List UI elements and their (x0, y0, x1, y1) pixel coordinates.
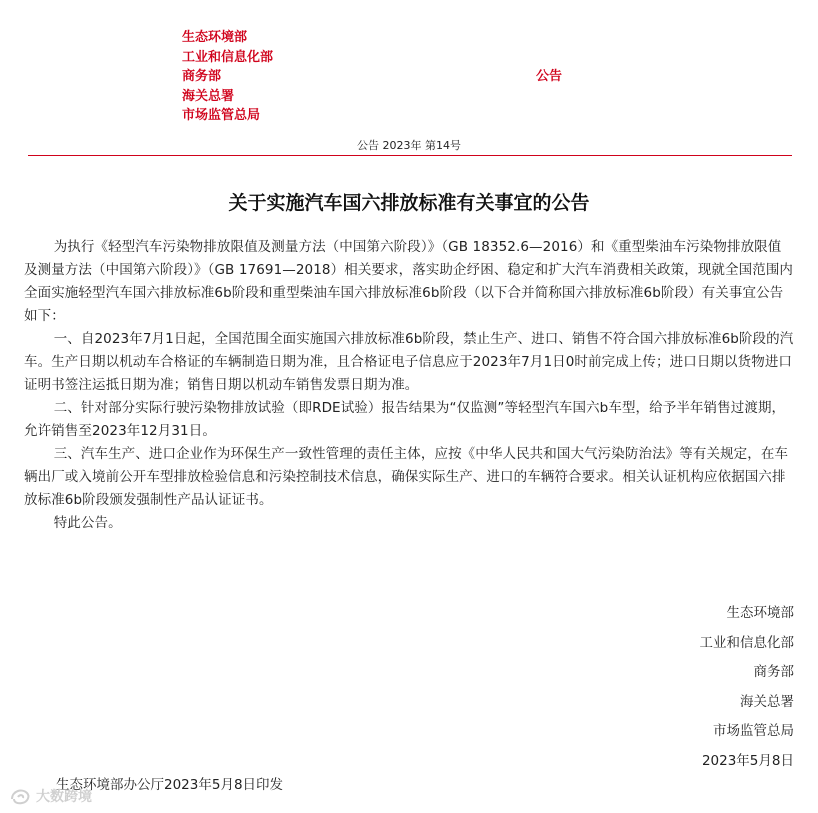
signature-date: 2023年5月8日 (701, 752, 794, 769)
signature-line: 商务部 (753, 664, 794, 680)
signature-line: 生态环境部 (726, 605, 794, 621)
document-body (24, 236, 794, 535)
issuing-departments-header (182, 28, 273, 126)
signature-line: 工业和信息化部 (699, 634, 794, 651)
footer-note: 生态环境部办公厅2023年5月8日印发 (56, 777, 284, 793)
header-department: 生态环境部 (182, 30, 248, 45)
watermark (8, 785, 92, 807)
header-department: 工业和信息化部 (182, 49, 274, 65)
body-paragraph: 为执行《轻型汽车污染物排放限值及测量方法（中国第六阶段）》（GB 18352.6—2016）和《重型柴油车污染物排放限值及测量方法（中国第六阶段）》（GB 17691—2018）相关要求，落实助企纾困、稳定和扩大汽车消费相关政策，现就全国范围内全面实施轻型汽车国六排放标准6b阶段和重型柴油车国六排放标准6b阶段（以下合并简称国六排放标准6b阶段）有关事宜公告如下： (24, 239, 794, 324)
body-paragraph: 一、自2023年7月1日起，全国范围全面实施国六排放标准6b阶段，禁止生产、进口、销售不符合国六排放标准6b阶段的汽车。生产日期以机动车合格证的车辆制造日期为准，且合格证电子信息应于2023年7月1日0时前完成上传；进口日期以货物进口证明书签注运抵日期为准；销售日期以机动车销售发票日期为准。 (24, 331, 794, 393)
document-number: 公告 2023年 第14号 (357, 139, 461, 152)
body-paragraph: 三、汽车生产、进口企业作为环保生产一致性管理的责任主体，应按《中华人民共和国大气污染防治法》等有关规定，在车辆出厂或入境前公开车型排放检验信息和污染控制技术信息，确保实际生产、进口的车辆符合要求。相关认证机构应依据国六排放标准6b阶段颁发强制性产品认证证书。 (24, 446, 789, 508)
signature-line: 海关总署 (740, 693, 794, 710)
body-paragraph: 二、针对部分实际行驶污染物排放试验（即RDE试验）报告结果为“仅监测”等轻型汽车国六b车型，给予半年销售过渡期，允许销售至2023年12月31日。 (24, 400, 786, 439)
body-paragraph: 特此公告。 (53, 515, 122, 531)
page-title: 关于实施汽车国六排放标准有关事宜的公告 (228, 192, 590, 214)
header-department: 商务部 (182, 69, 222, 84)
header-department: 海关总署 (182, 88, 235, 104)
watermark-logo-icon (8, 785, 32, 807)
red-divider (28, 155, 792, 156)
watermark-text: 大数跨境 (36, 789, 92, 805)
signature-block (700, 599, 795, 776)
notice-label: 公告 (536, 69, 563, 84)
signature-line: 市场监管总局 (713, 723, 794, 739)
header-department: 市场监管总局 (182, 108, 261, 123)
